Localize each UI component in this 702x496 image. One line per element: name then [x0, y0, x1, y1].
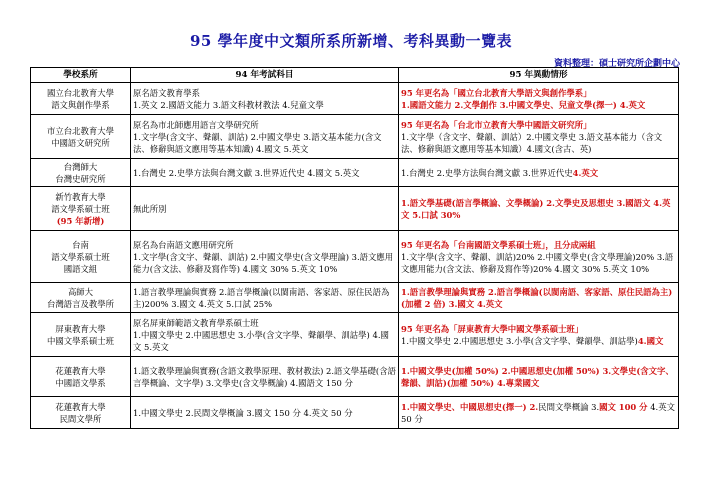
change-highlight: 95 年更名為「國立台北教育大學語文與創作學系」: [401, 87, 592, 98]
school-line: 國立台北教育大學: [47, 87, 114, 98]
cell-school: [31, 159, 131, 187]
school-line: 新竹教育大學: [55, 191, 106, 202]
cell-new-changes: [399, 231, 679, 283]
cell-old-subjects: [131, 313, 399, 357]
change-highlight: 95 年更名為「台南國語文學系碩士班」，且分成兩組: [401, 239, 596, 250]
change-text: 民間文學概論 3.: [538, 401, 600, 412]
old-subject-line: 1.中國文學史 2.民間文學概論 3.國文 150 分 4.英文 50 分: [133, 407, 353, 418]
table-header-row: [31, 68, 679, 83]
table-row: [31, 397, 679, 429]
change-text: 4.英文 50 分: [401, 401, 675, 424]
header-new-changes: 95 年異動情形: [399, 68, 679, 83]
cell-new-changes: [399, 313, 679, 357]
change-highlight: 1.中國文學史、中國思想史(擇一) 2.: [401, 401, 539, 412]
cell-new-changes: [399, 83, 679, 115]
cell-school: [31, 83, 131, 115]
school-line: 語文與創作學系: [51, 99, 110, 110]
change-text: 1.中國文學史 2.中國思想史 3.小學(含文字學、聲韻學、訓詁學): [401, 335, 638, 346]
header-old-subjects: 94 年考試科目: [131, 68, 399, 83]
school-line: 屏東教育大學: [55, 323, 106, 334]
school-line: 花蓮教育大學: [55, 401, 106, 412]
cell-new-changes: [399, 357, 679, 397]
change-highlight: 4.英文: [572, 167, 599, 178]
change-text: 1.文字學(含文字、聲韻、訓詁)20% 2.中國文學史(含文學理論)20% 3.語文應用能力(含文法、修辭及寫作等)20% 4.國文 30% 5.英文 10%: [401, 251, 674, 274]
cell-old-subjects: [131, 115, 399, 159]
old-subject-line: 原名屏東師範語文教育學系碩士班: [133, 317, 259, 328]
change-text: 1.文字學（含文字、聲韻、訓詁）2.中國文學史 3.語文基本能力（含文法、修辭與語文應用等基本知識）4.國文(含古、英): [401, 131, 663, 154]
old-subject-line: 原名為台南語文應用研究所: [133, 239, 234, 250]
school-line: 台灣語言及教學所: [47, 298, 114, 309]
table-row: [31, 357, 679, 397]
cell-old-subjects: [131, 357, 399, 397]
cell-school: [31, 357, 131, 397]
cell-new-changes: [399, 115, 679, 159]
cell-old-subjects: [131, 187, 399, 231]
table-body: [31, 83, 679, 429]
school-line: 中國語文學系: [55, 377, 106, 388]
cell-old-subjects: [131, 397, 399, 429]
old-subject-line: 1.語文教學理論與實務(含語文教學原理、教材教法) 2.語文學基礎(含語言學概論、文字學) 3.文學史(含文學概論) 4.國語文 150 分: [133, 365, 396, 388]
change-highlight: 4.國文: [637, 335, 664, 346]
table-row: [31, 231, 679, 283]
school-line: 中國語文研究所: [51, 137, 110, 148]
table-row: [31, 313, 679, 357]
cell-school: [31, 283, 131, 313]
change-highlight: 1.語言教學理論與實務 2.語言學概論(以閩南語、客家語、原住民語為主)(加權 2 倍) 3.國文 4.英文: [401, 286, 673, 309]
page-title: 95 學年度中文類所系所新增、考科異動一覽表: [189, 32, 513, 50]
cell-school: [31, 187, 131, 231]
table-row: [31, 159, 679, 187]
cell-school: [31, 115, 131, 159]
cell-new-changes: [399, 283, 679, 313]
school-line: 中國文學系碩士班: [47, 335, 114, 346]
cell-school: [31, 397, 131, 429]
old-subject-line: 1.語言教學理論與實務 2.語言學概論(以閩南語、客家語、原住民語為主)200% 3.國文 4.英文 5.口試 25%: [133, 286, 390, 309]
cell-old-subjects: [131, 231, 399, 283]
table-row: [31, 115, 679, 159]
changes-table: [30, 67, 679, 429]
old-subject-line: 原名語文教育學系: [133, 87, 200, 98]
cell-old-subjects: [131, 83, 399, 115]
table-row: [31, 283, 679, 313]
change-highlight: 1.國語文能力 2.文學創作 3.中國文學史、兒童文學(擇一) 4.英文: [401, 99, 646, 110]
old-subject-line: 1.文字學(含文字、聲韻、訓詁) 2.中國文學史(含文學理論) 3.語文應用能力(含文法、修辭及寫作等) 4.國文 30% 5.英文 10%: [133, 251, 394, 274]
cell-school: [31, 313, 131, 357]
table-row: [31, 83, 679, 115]
school-line: 台南: [72, 239, 89, 250]
cell-old-subjects: [131, 283, 399, 313]
old-subject-line: 1.中國文學史 2.中國思想史 3.小學(含文字學、聲韻學、訓詁學) 4.國文 5.英文: [133, 329, 389, 352]
change-text: 1.台灣史 2.史學方法與台灣文獻 3.世界近代史: [401, 167, 573, 178]
change-highlight: 1.語文學基礎(語言學概論、文學概論) 2.文學史及思想史 3.國語文 4.英文 5.口試 30%: [401, 197, 671, 220]
source-note: 資料整理：碩士研究所企劃中心: [553, 59, 680, 69]
header-school: 學校系所: [31, 68, 131, 83]
cell-new-changes: [399, 187, 679, 231]
cell-old-subjects: [131, 159, 399, 187]
school-new-badge: (95 年新增): [56, 215, 105, 226]
old-subject-line: 1.文字學(含文字、聲韻、訓詁) 2.中國文學史 3.語文基本能力(含文法、修辭與語文應用等基本知識) 4.國文 5.英文: [133, 131, 382, 154]
old-subject-line: 無此所別: [133, 203, 167, 214]
school-line: 國語文組: [63, 263, 98, 274]
school-line: 市立台北教育大學: [47, 125, 114, 136]
school-line: 台灣史研究所: [55, 173, 106, 184]
school-line: 民間文學所: [59, 413, 102, 424]
school-line: 高師大: [67, 286, 94, 297]
table-row: [31, 187, 679, 231]
school-line: 語文學系碩士班: [51, 251, 110, 262]
change-highlight: 國文 100 分: [599, 401, 648, 412]
change-highlight: 95 年更名為「屏東教育大學中國文學系碩士班」: [401, 323, 584, 334]
old-subject-line: 1.英文 2.國語文能力 3.語文科教材教法 4.兒童文學: [133, 99, 324, 110]
old-subject-line: 原名為市北師應用語言文學研究所: [133, 119, 259, 130]
school-line: 花蓮教育大學: [55, 365, 106, 376]
cell-new-changes: [399, 397, 679, 429]
cell-new-changes: [399, 159, 679, 187]
cell-school: [31, 231, 131, 283]
school-line: 語文學系碩士班: [51, 203, 110, 214]
change-highlight: 95 年更名為「台北市立教育大學中國語文研究所」: [401, 119, 592, 130]
change-highlight: 1.中國文學史(加權 50%) 2.中國思想史(加權 50%) 3.文學史(含文字、聲韻、訓詁)(加權 50%) 4.專業國文: [401, 365, 674, 388]
old-subject-line: 1.台灣史 2.史學方法與台灣文獻 3.世界近代史 4.國文 5.英文: [133, 167, 360, 178]
school-line: 台灣師大: [63, 161, 98, 172]
